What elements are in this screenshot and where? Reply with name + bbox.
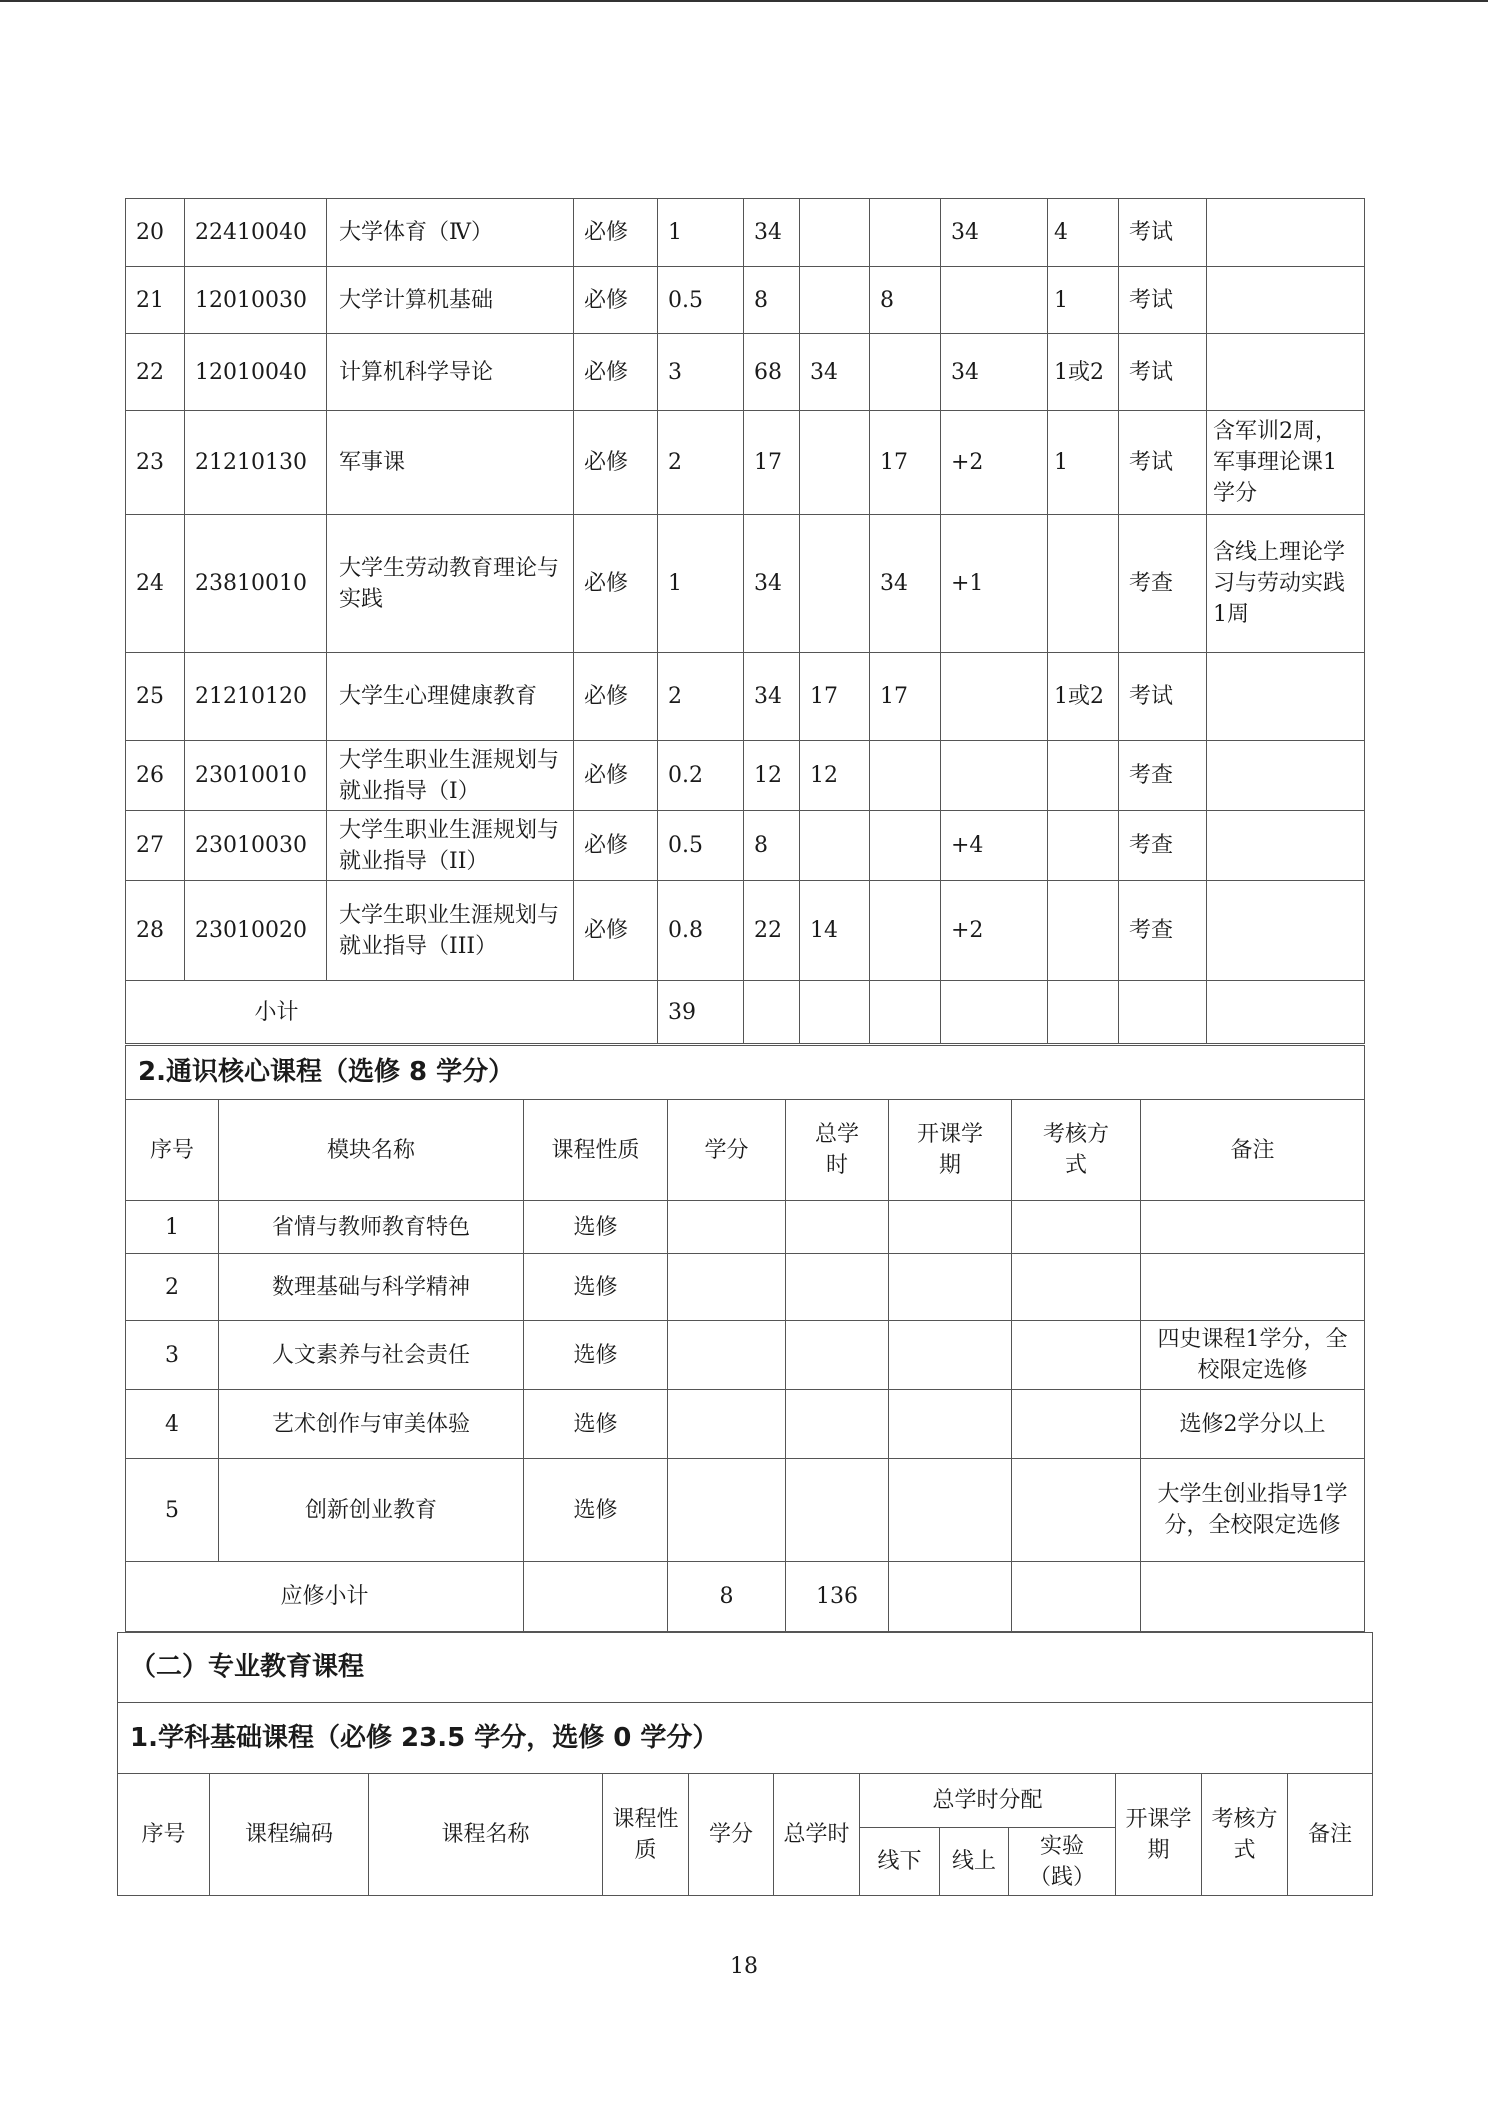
exam-method: 考试 [1119,653,1207,741]
course-type: 必修 [574,199,658,267]
note [1141,1201,1365,1254]
header-type: 课程性质 [524,1100,668,1201]
total-hours [786,1390,889,1459]
exam-method: 考查 [1119,811,1207,881]
course-type: 必修 [574,267,658,334]
header-exam: 考核方式 [1202,1774,1288,1896]
note: 大学生创业指导1学分，全校限定选修 [1141,1459,1365,1562]
course-name: 大学体育（Ⅳ） [327,199,574,267]
term: 1 [1048,267,1119,334]
note [1207,881,1365,981]
exam-method: 考查 [1119,741,1207,811]
hours-practice: +4 [941,811,1048,881]
section-title: 2.通识核心课程（选修 8 学分） [126,1046,1365,1100]
course-code: 23010020 [185,881,327,981]
course-type: 必修 [574,811,658,881]
total-hours: 12 [744,741,800,811]
header-credit: 学分 [668,1100,786,1201]
term [889,1321,1012,1390]
note [1207,741,1365,811]
table-row [126,1459,1365,1562]
row-no: 28 [126,881,185,981]
note [1207,267,1365,334]
table-row [126,1201,1365,1254]
table-row [126,741,1365,811]
term: 1或2 [1048,653,1119,741]
total-hours [786,1321,889,1390]
course-name: 大学生职业生涯规划与就业指导（II） [327,811,574,881]
credits [668,1390,786,1459]
hours-practice: +2 [941,411,1048,515]
total-hours [786,1254,889,1321]
header-name: 课程名称 [369,1774,603,1896]
module-name: 省情与教师教育特色 [219,1201,524,1254]
course-name: 大学计算机基础 [327,267,574,334]
note [1207,199,1365,267]
total-hours [786,1201,889,1254]
header-note: 备注 [1288,1774,1373,1896]
exam-method: 考试 [1119,199,1207,267]
header-practice: 实验（践） [1009,1828,1116,1896]
term [889,1201,1012,1254]
table-row [126,334,1365,411]
note: 四史课程1学分，全校限定选修 [1141,1321,1365,1390]
course-name: 大学生心理健康教育 [327,653,574,741]
table-row [126,1321,1365,1390]
course-code: 23810010 [185,515,327,653]
course-code: 12010030 [185,267,327,334]
discipline-foundation-table [117,1632,1373,1896]
module-name: 艺术创作与审美体验 [219,1390,524,1459]
row-no: 3 [126,1321,219,1390]
hours-online [870,811,941,881]
credits: 1 [658,199,744,267]
hours-online [870,199,941,267]
hours-online: 34 [870,515,941,653]
header-distribution: 总学时分配 [860,1774,1116,1828]
course-type: 必修 [574,653,658,741]
row-no: 2 [126,1254,219,1321]
header-row [118,1774,1373,1828]
module-name: 创新创业教育 [219,1459,524,1562]
hours-offline [800,267,870,334]
note [1207,334,1365,411]
total-hours: 34 [744,199,800,267]
exam-method [1012,1321,1141,1390]
total-hours: 8 [744,811,800,881]
total-hours: 17 [744,411,800,515]
subtotal-credit: 39 [658,981,744,1044]
term [889,1390,1012,1459]
hours-online: 8 [870,267,941,334]
hours-online [870,881,941,981]
general-required-courses-table [125,198,1365,1044]
subtotal-label: 应修小计 [126,1562,524,1632]
table-row [126,411,1365,515]
subtotal-label: 小计 [126,981,658,1044]
credits: 0.5 [658,267,744,334]
hours-practice [941,267,1048,334]
hours-online [870,334,941,411]
header-no: 序号 [126,1100,219,1201]
hours-offline: 34 [800,334,870,411]
table-row [126,267,1365,334]
total-hours: 8 [744,267,800,334]
hours-offline [800,811,870,881]
subtotal-row [126,981,1365,1044]
total-hours: 34 [744,653,800,741]
credits: 1 [658,515,744,653]
general-core-courses-table [125,1045,1365,1632]
header-total-hours: 总学时 [786,1100,889,1201]
hours-offline [800,199,870,267]
row-no: 22 [126,334,185,411]
total-hours: 34 [744,515,800,653]
row-no: 24 [126,515,185,653]
header-offline: 线下 [860,1828,940,1896]
term [1048,881,1119,981]
credits: 3 [658,334,744,411]
hours-practice: 34 [941,334,1048,411]
table-row [126,881,1365,981]
course-name: 大学生职业生涯规划与就业指导（I） [327,741,574,811]
header-type: 课程性质 [603,1774,689,1896]
subtotal-row [126,1562,1365,1632]
header-module-name: 模块名称 [219,1100,524,1201]
exam-method [1012,1390,1141,1459]
hours-online: 17 [870,411,941,515]
credits [668,1321,786,1390]
course-type: 选修 [524,1390,668,1459]
term: 1或2 [1048,334,1119,411]
header-total: 总学时 [774,1774,860,1896]
header-term: 开课学期 [1116,1774,1202,1896]
credits [668,1254,786,1321]
course-type: 选修 [524,1321,668,1390]
course-type: 必修 [574,411,658,515]
page-number: 18 [730,1954,758,1979]
exam-method [1012,1254,1141,1321]
header-term: 开课学期 [889,1100,1012,1201]
row-no: 25 [126,653,185,741]
hours-offline: 17 [800,653,870,741]
credits: 2 [658,411,744,515]
total-hours: 22 [744,881,800,981]
course-name: 大学生劳动教育理论与实践 [327,515,574,653]
row-no: 1 [126,1201,219,1254]
note [1207,811,1365,881]
header-no: 序号 [118,1774,210,1896]
row-no: 27 [126,811,185,881]
exam-method: 考试 [1119,267,1207,334]
table-row [126,1254,1365,1321]
course-type: 选修 [524,1459,668,1562]
total-hours [786,1459,889,1562]
course-code: 12010040 [185,334,327,411]
course-type: 选修 [524,1201,668,1254]
course-type: 必修 [574,741,658,811]
hours-practice: +1 [941,515,1048,653]
term: 4 [1048,199,1119,267]
course-code: 21210120 [185,653,327,741]
course-type: 选修 [524,1254,668,1321]
header-credit: 学分 [689,1774,774,1896]
course-code: 21210130 [185,411,327,515]
course-type: 必修 [574,334,658,411]
row-no: 4 [126,1390,219,1459]
header-code: 课程编码 [210,1774,369,1896]
note [1207,653,1365,741]
term [889,1254,1012,1321]
header-note: 备注 [1141,1100,1365,1201]
row-no: 5 [126,1459,219,1562]
hours-practice: 34 [941,199,1048,267]
module-name: 人文素养与社会责任 [219,1321,524,1390]
row-no: 23 [126,411,185,515]
credits: 0.2 [658,741,744,811]
note: 含军训2周，军事理论课1学分 [1207,411,1365,515]
table-row [126,653,1365,741]
term [1048,741,1119,811]
hours-offline: 14 [800,881,870,981]
course-name: 大学生职业生涯规划与就业指导（III） [327,881,574,981]
row-no: 20 [126,199,185,267]
hours-offline [800,411,870,515]
hours-practice [941,741,1048,811]
subtotal-hours: 136 [786,1562,889,1632]
header-online: 线上 [940,1828,1009,1896]
term [889,1459,1012,1562]
exam-method: 考查 [1119,881,1207,981]
note: 选修2学分以上 [1141,1390,1365,1459]
table-row [126,515,1365,653]
exam-method: 考查 [1119,515,1207,653]
total-hours: 68 [744,334,800,411]
note: 含线上理论学习与劳动实践1周 [1207,515,1365,653]
hours-practice [941,653,1048,741]
hours-offline [800,515,870,653]
course-code: 23010010 [185,741,327,811]
exam-method: 考试 [1119,411,1207,515]
term [1048,811,1119,881]
hours-practice: +2 [941,881,1048,981]
credits: 2 [658,653,744,741]
course-type: 必修 [574,881,658,981]
course-name: 计算机科学导论 [327,334,574,411]
credits [668,1459,786,1562]
section-title: （二）专业教育课程 [118,1633,1373,1703]
row-no: 26 [126,741,185,811]
page-top-border [0,0,1488,2]
hours-offline: 12 [800,741,870,811]
header-exam: 考核方式 [1012,1100,1141,1201]
table-row [126,811,1365,881]
exam-method [1012,1459,1141,1562]
credits: 0.5 [658,811,744,881]
table-row [126,1390,1365,1459]
course-type: 必修 [574,515,658,653]
subtotal-credit: 8 [668,1562,786,1632]
section-subtitle: 1.学科基础课程（必修 23.5 学分，选修 0 学分） [118,1703,1373,1774]
term: 1 [1048,411,1119,515]
term [1048,515,1119,653]
course-code: 23010030 [185,811,327,881]
row-no: 21 [126,267,185,334]
hours-online [870,741,941,811]
credits [668,1201,786,1254]
course-code: 22410040 [185,199,327,267]
credits: 0.8 [658,881,744,981]
exam-method [1012,1201,1141,1254]
exam-method: 考试 [1119,334,1207,411]
table-row [126,199,1365,267]
course-name: 军事课 [327,411,574,515]
header-row [126,1100,1365,1201]
module-name: 数理基础与科学精神 [219,1254,524,1321]
hours-online: 17 [870,653,941,741]
note [1141,1254,1365,1321]
